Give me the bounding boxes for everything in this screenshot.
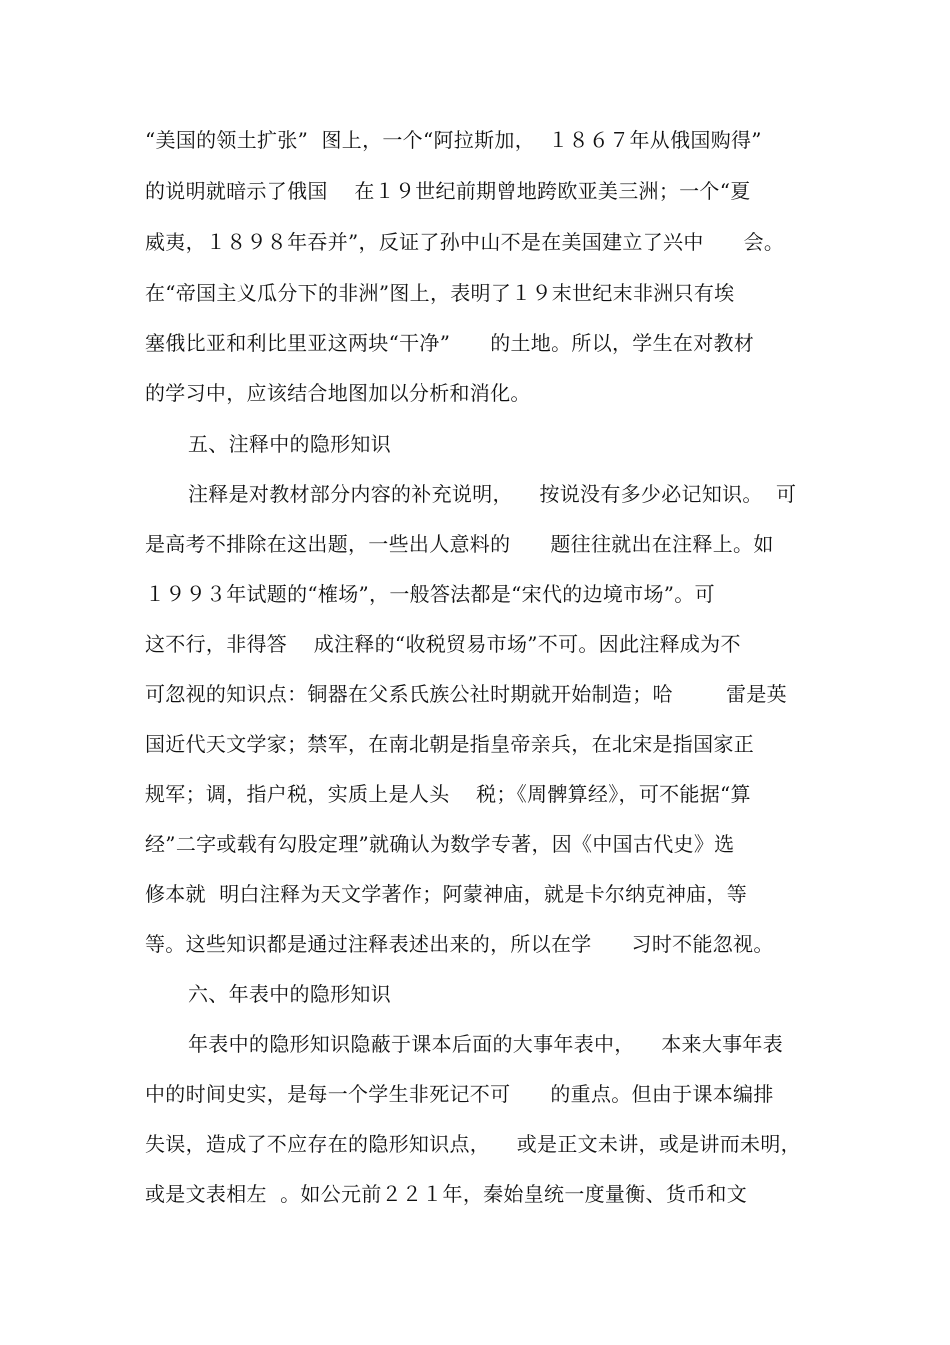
text-line: 失误，造成了不应存在的隐形知识点， 或是正文未讲，或是讲而未明， bbox=[145, 1132, 801, 1156]
text-line: 的说明就暗示了俄国 在１９世纪前期曾地跨欧亚美三洲；一个“夏 bbox=[145, 179, 751, 203]
text-line: “美国的领土扩张” 图上，一个“阿拉斯加， １８６７年从俄国购得” bbox=[145, 128, 762, 152]
text-line: 国近代天文学家；禁军，在南北朝是指皇帝亲兵，在北宋是指国家正 bbox=[145, 732, 754, 756]
section-heading: 五、注释中的隐形知识 bbox=[188, 432, 391, 456]
text-line: 是高考不排除在这出题，一些出人意料的 题往往就出在注释上。如 bbox=[145, 532, 774, 556]
text-line: 等。这些知识都是通过注释表述出来的，所以在学 习时不能忽视。 bbox=[145, 932, 774, 956]
text-line: １９９３年试题的“榷场”，一般答法都是“宋代的边境市场”。可 bbox=[145, 582, 715, 606]
text-line: 经”二字或载有勾股定理”就确认为数学专著，因《中国古代史》选 bbox=[145, 832, 735, 856]
text-line: 年表中的隐形知识隐蔽于课本后面的大事年表中， 本来大事年表 bbox=[188, 1032, 784, 1056]
text-line: 可忽视的知识点：铜器在父系氏族公社时期就开始制造；哈 雷是英 bbox=[145, 682, 787, 706]
text-line: 的学习中，应该结合地图加以分析和消化。 bbox=[145, 381, 531, 405]
text-line: 塞俄比亚和利比里亚这两块“干净” 的土地。所以，学生在对教材 bbox=[145, 331, 755, 355]
text-line: 注释是对教材部分内容的补充说明， 按说没有多少必记知识。 可 bbox=[188, 482, 797, 506]
text-line: 规军；调，指户税，实质上是人头 税；《周髀算经》，可不能据“算 bbox=[145, 782, 751, 806]
text-line: 或是文表相左 。如公元前２２１年，秦始皇统一度量衡、货币和文 bbox=[145, 1182, 748, 1206]
text-line: 修本就 明白注释为天文学著作；阿蒙神庙，就是卡尔纳克神庙，等 bbox=[145, 882, 748, 906]
text-line: 中的时间史实，是每一个学生非死记不可 的重点。但由于课本编排 bbox=[145, 1082, 774, 1106]
text-line: 在“帝国主义瓜分下的非洲”图上，表明了１９末世纪末非洲只有埃 bbox=[145, 281, 735, 305]
text-line: 威夷，１８９８年吞并”，反证了孙中山不是在美国建立了兴中 会。 bbox=[145, 230, 785, 254]
section-heading: 六、年表中的隐形知识 bbox=[188, 982, 391, 1006]
text-line: 这不行，非得答 成注释的“收税贸易市场”不可。因此注释成为不 bbox=[145, 632, 741, 656]
